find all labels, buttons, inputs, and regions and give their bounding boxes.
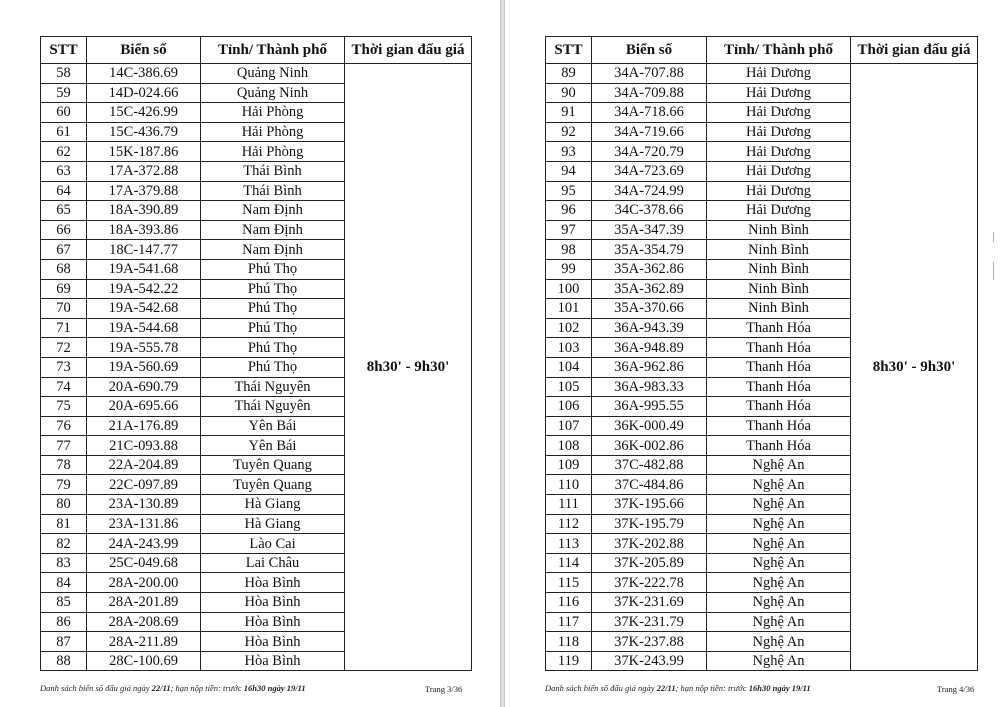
plate-table-right: [545, 36, 978, 671]
cell-province: Hải Dương: [707, 83, 851, 103]
cell-stt: 90: [546, 83, 592, 103]
cell-province: Thanh Hóa: [707, 377, 851, 397]
cell-plate: 34A-707.88: [592, 64, 707, 84]
cell-province: Thanh Hóa: [707, 436, 851, 456]
footer-deadline: 16h30 ngày 19/11: [243, 683, 306, 693]
cell-stt: 66: [41, 220, 87, 240]
table-row: [546, 64, 978, 84]
cell-plate: 19A-560.69: [87, 357, 201, 377]
cell-stt: 110: [546, 475, 592, 495]
cell-province: Hòa Bình: [201, 573, 345, 593]
cell-province: Nam Định: [201, 220, 345, 240]
cell-stt: 64: [41, 181, 87, 201]
cell-plate: 35A-347.39: [592, 220, 707, 240]
cell-stt: 60: [41, 103, 87, 123]
cell-stt: 117: [546, 612, 592, 632]
scan-mark: [993, 232, 994, 242]
cell-stt: 68: [41, 259, 87, 279]
cell-plate: 36A-983.33: [592, 377, 707, 397]
cell-province: Tuyên Quang: [201, 455, 345, 475]
cell-province: Thanh Hóa: [707, 416, 851, 436]
cell-stt: 102: [546, 318, 592, 338]
cell-province: Ninh Bình: [707, 240, 851, 260]
cell-stt: 112: [546, 514, 592, 534]
cell-province: Phú Thọ: [201, 299, 345, 319]
cell-stt: 94: [546, 161, 592, 181]
cell-plate: 37K-202.88: [592, 534, 707, 554]
cell-stt: 91: [546, 103, 592, 123]
table-header-row: [41, 37, 472, 64]
cell-province: Thái Bình: [201, 161, 345, 181]
cell-plate: 18C-147.77: [87, 240, 201, 260]
cell-stt: 86: [41, 612, 87, 632]
cell-stt: 92: [546, 122, 592, 142]
cell-plate: 36A-962.86: [592, 357, 707, 377]
cell-plate: 37K-231.69: [592, 593, 707, 613]
cell-stt: 89: [546, 64, 592, 84]
page-footer: [545, 683, 811, 693]
cell-province: Ninh Bình: [707, 299, 851, 319]
cell-stt: 96: [546, 201, 592, 221]
cell-province: Phú Thọ: [201, 338, 345, 358]
cell-stt: 74: [41, 377, 87, 397]
plate-rows: [41, 64, 472, 671]
cell-plate: 34A-718.66: [592, 103, 707, 123]
cell-plate: 36K-000.49: [592, 416, 707, 436]
cell-plate: 28A-208.69: [87, 612, 201, 632]
cell-stt: 72: [41, 338, 87, 358]
cell-province: Hải Phòng: [201, 142, 345, 162]
cell-plate: 14C-386.69: [87, 64, 201, 84]
cell-stt: 93: [546, 142, 592, 162]
cell-plate: 35A-362.89: [592, 279, 707, 299]
cell-stt: 79: [41, 475, 87, 495]
cell-stt: 114: [546, 553, 592, 573]
cell-province: Thái Nguyên: [201, 377, 345, 397]
cell-province: Hòa Bình: [201, 651, 345, 671]
cell-plate: 15K-187.86: [87, 142, 201, 162]
cell-stt: 71: [41, 318, 87, 338]
cell-plate: 36A-948.89: [592, 338, 707, 358]
cell-province: Phú Thọ: [201, 318, 345, 338]
cell-stt: 78: [41, 455, 87, 475]
cell-stt: 69: [41, 279, 87, 299]
cell-plate: 37K-222.78: [592, 573, 707, 593]
cell-province: Nghệ An: [707, 593, 851, 613]
footer-auction-date: 22/11: [656, 683, 676, 693]
cell-plate: 34C-378.66: [592, 201, 707, 221]
cell-stt: 87: [41, 632, 87, 652]
cell-province: Nam Định: [201, 240, 345, 260]
cell-stt: 85: [41, 593, 87, 613]
cell-province: Nghệ An: [707, 514, 851, 534]
cell-stt: 84: [41, 573, 87, 593]
cell-stt: 95: [546, 181, 592, 201]
cell-stt: 76: [41, 416, 87, 436]
cell-plate: 37K-243.99: [592, 651, 707, 671]
cell-plate: 22C-097.89: [87, 475, 201, 495]
cell-province: Hải Dương: [707, 161, 851, 181]
cell-province: Hải Dương: [707, 181, 851, 201]
cell-province: Thanh Hóa: [707, 338, 851, 358]
cell-plate: 20A-695.66: [87, 397, 201, 417]
cell-plate: 34A-709.88: [592, 83, 707, 103]
footer-deadline: 16h30 ngày 19/11: [748, 683, 811, 693]
table-header-row: [546, 37, 978, 64]
cell-province: Nghệ An: [707, 455, 851, 475]
cell-stt: 99: [546, 259, 592, 279]
cell-plate: 36A-995.55: [592, 397, 707, 417]
page-number: Trang 4/36: [937, 684, 975, 694]
footer-middle: ; hạn nộp tiền: trước: [675, 683, 747, 693]
cell-province: Nghệ An: [707, 534, 851, 554]
cell-province: Hải Dương: [707, 142, 851, 162]
cell-stt: 62: [41, 142, 87, 162]
cell-province: Nghệ An: [707, 573, 851, 593]
cell-province: Hà Giang: [201, 495, 345, 515]
cell-stt: 61: [41, 122, 87, 142]
cell-plate: 20A-690.79: [87, 377, 201, 397]
cell-stt: 107: [546, 416, 592, 436]
plate-table-left: [40, 36, 472, 671]
header-province: Tỉnh/ Thành phố: [707, 37, 851, 64]
cell-stt: 70: [41, 299, 87, 319]
footer-middle: ; hạn nộp tiền: trước: [170, 683, 242, 693]
cell-stt: 103: [546, 338, 592, 358]
cell-stt: 98: [546, 240, 592, 260]
cell-province: Nghệ An: [707, 651, 851, 671]
cell-province: Hòa Bình: [201, 612, 345, 632]
cell-plate: 24A-243.99: [87, 534, 201, 554]
header-plate: Biển số: [87, 37, 201, 64]
plate-rows: [546, 64, 978, 671]
cell-plate: 35A-354.79: [592, 240, 707, 260]
header-stt: STT: [41, 37, 87, 64]
cell-province: Thanh Hóa: [707, 318, 851, 338]
cell-stt: 59: [41, 83, 87, 103]
page-footer: [40, 683, 306, 693]
cell-province: Thái Bình: [201, 181, 345, 201]
cell-plate: 23A-131.86: [87, 514, 201, 534]
cell-plate: 28A-200.00: [87, 573, 201, 593]
cell-plate: 34A-719.66: [592, 122, 707, 142]
cell-stt: 73: [41, 357, 87, 377]
cell-province: Hòa Bình: [201, 593, 345, 613]
cell-stt: 58: [41, 64, 87, 84]
cell-province: Hải Dương: [707, 64, 851, 84]
cell-stt: 65: [41, 201, 87, 221]
cell-plate: 19A-542.22: [87, 279, 201, 299]
cell-plate: 37K-195.66: [592, 495, 707, 515]
cell-plate: 23A-130.89: [87, 495, 201, 515]
cell-plate: 28C-100.69: [87, 651, 201, 671]
cell-province: Thanh Hóa: [707, 357, 851, 377]
cell-province: Ninh Bình: [707, 220, 851, 240]
cell-plate: 15C-436.79: [87, 122, 201, 142]
cell-stt: 83: [41, 553, 87, 573]
header-time: Thời gian đấu giá: [851, 37, 978, 64]
cell-province: Lào Cai: [201, 534, 345, 554]
cell-plate: 37K-231.79: [592, 612, 707, 632]
cell-plate: 21A-176.89: [87, 416, 201, 436]
cell-stt: 101: [546, 299, 592, 319]
cell-province: Tuyên Quang: [201, 475, 345, 495]
cell-stt: 119: [546, 651, 592, 671]
cell-plate: 21C-093.88: [87, 436, 201, 456]
cell-stt: 80: [41, 495, 87, 515]
cell-stt: 97: [546, 220, 592, 240]
cell-plate: 22A-204.89: [87, 455, 201, 475]
cell-stt: 63: [41, 161, 87, 181]
cell-province: Hải Dương: [707, 201, 851, 221]
cell-stt: 115: [546, 573, 592, 593]
cell-stt: 108: [546, 436, 592, 456]
cell-province: Phú Thọ: [201, 357, 345, 377]
cell-plate: 34A-723.69: [592, 161, 707, 181]
cell-province: Ninh Bình: [707, 259, 851, 279]
cell-plate: 17A-372.88: [87, 161, 201, 181]
cell-plate: 17A-379.88: [87, 181, 201, 201]
header-stt: STT: [546, 37, 592, 64]
scan-mark: [993, 262, 994, 280]
cell-plate: 19A-555.78: [87, 338, 201, 358]
cell-stt: 106: [546, 397, 592, 417]
cell-province: Hòa Bình: [201, 632, 345, 652]
document-page-right: [505, 0, 1000, 707]
cell-province: Hải Phòng: [201, 122, 345, 142]
cell-plate: 19A-544.68: [87, 318, 201, 338]
cell-province: Thanh Hóa: [707, 397, 851, 417]
cell-province: Quảng Ninh: [201, 83, 345, 103]
cell-province: Ninh Bình: [707, 279, 851, 299]
page-number: Trang 3/36: [425, 684, 463, 694]
cell-stt: 118: [546, 632, 592, 652]
cell-plate: 34A-724.99: [592, 181, 707, 201]
cell-stt: 113: [546, 534, 592, 554]
footer-prefix: Danh sách biển số đấu giá ngày: [545, 683, 655, 693]
cell-stt: 111: [546, 495, 592, 515]
cell-plate: 25C-049.68: [87, 553, 201, 573]
cell-stt: 116: [546, 593, 592, 613]
cell-stt: 81: [41, 514, 87, 534]
cell-stt: 75: [41, 397, 87, 417]
cell-province: Quảng Ninh: [201, 64, 345, 84]
cell-province: Nghệ An: [707, 632, 851, 652]
cell-province: Lai Châu: [201, 553, 345, 573]
header-time: Thời gian đấu giá: [345, 37, 472, 64]
cell-plate: 18A-393.86: [87, 220, 201, 240]
cell-plate: 18A-390.89: [87, 201, 201, 221]
cell-auction-time: 8h30' - 9h30': [851, 64, 978, 671]
cell-stt: 88: [41, 651, 87, 671]
cell-province: Nghệ An: [707, 475, 851, 495]
cell-province: Yên Bái: [201, 436, 345, 456]
footer-prefix: Danh sách biển số đấu giá ngày: [40, 683, 150, 693]
cell-stt: 82: [41, 534, 87, 554]
cell-province: Nghệ An: [707, 553, 851, 573]
cell-province: Hải Dương: [707, 122, 851, 142]
cell-plate: 14D-024.66: [87, 83, 201, 103]
cell-plate: 35A-370.66: [592, 299, 707, 319]
header-plate: Biển số: [592, 37, 707, 64]
cell-plate: 37K-237.88: [592, 632, 707, 652]
cell-province: Hải Phòng: [201, 103, 345, 123]
cell-plate: 19A-541.68: [87, 259, 201, 279]
cell-plate: 15C-426.99: [87, 103, 201, 123]
cell-province: Phú Thọ: [201, 279, 345, 299]
cell-plate: 37K-205.89: [592, 553, 707, 573]
cell-province: Thái Nguyên: [201, 397, 345, 417]
cell-province: Hà Giang: [201, 514, 345, 534]
table-row: [41, 64, 472, 84]
cell-auction-time: 8h30' - 9h30': [345, 64, 472, 671]
cell-stt: 109: [546, 455, 592, 475]
cell-province: Hải Dương: [707, 103, 851, 123]
cell-plate: 35A-362.86: [592, 259, 707, 279]
footer-auction-date: 22/11: [151, 683, 171, 693]
header-province: Tỉnh/ Thành phố: [201, 37, 345, 64]
cell-plate: 28A-211.89: [87, 632, 201, 652]
cell-province: Yên Bái: [201, 416, 345, 436]
cell-stt: 77: [41, 436, 87, 456]
cell-plate: 37K-195.79: [592, 514, 707, 534]
cell-stt: 100: [546, 279, 592, 299]
cell-province: Phú Thọ: [201, 259, 345, 279]
cell-plate: 37C-484.86: [592, 475, 707, 495]
cell-plate: 28A-201.89: [87, 593, 201, 613]
cell-province: Nam Định: [201, 201, 345, 221]
cell-plate: 19A-542.68: [87, 299, 201, 319]
cell-plate: 34A-720.79: [592, 142, 707, 162]
cell-province: Nghệ An: [707, 612, 851, 632]
cell-province: Nghệ An: [707, 495, 851, 515]
cell-stt: 105: [546, 377, 592, 397]
cell-plate: 36K-002.86: [592, 436, 707, 456]
cell-plate: 36A-943.39: [592, 318, 707, 338]
cell-stt: 67: [41, 240, 87, 260]
cell-stt: 104: [546, 357, 592, 377]
cell-plate: 37C-482.88: [592, 455, 707, 475]
